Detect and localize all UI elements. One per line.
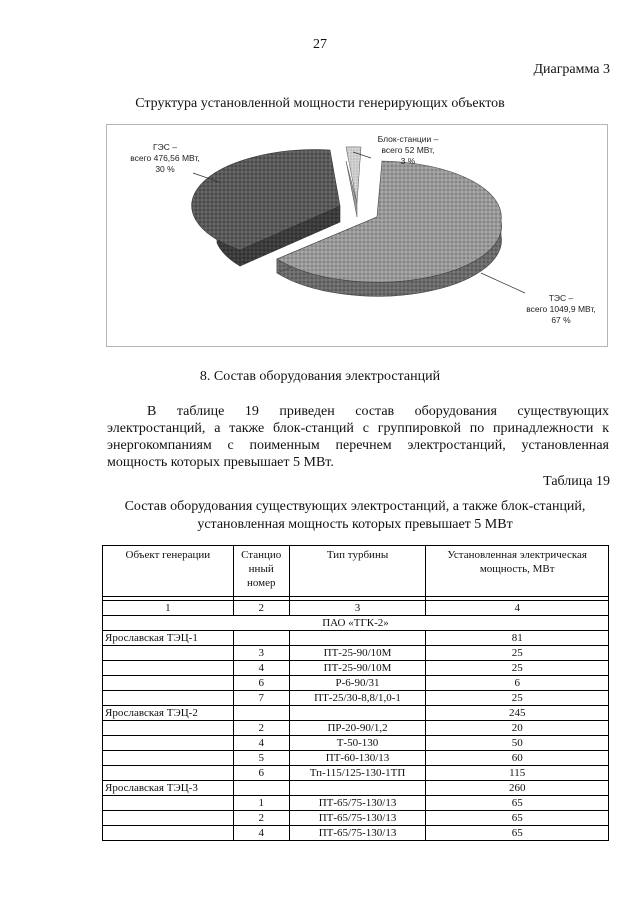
block-label-line-2: всего 52 МВт, — [381, 145, 435, 155]
unit-row — [103, 736, 609, 751]
tes-leader-line — [481, 273, 525, 293]
ges-label-line-1: ГЭС – — [153, 142, 177, 152]
turbine-type: ПТ-25/30-8,8/1,0-1 — [289, 691, 426, 706]
company-name: ПАО «ТГК-2» — [103, 616, 609, 631]
unit-power: 65 — [426, 811, 609, 826]
station-row — [103, 706, 609, 721]
tes-label-line-3: 67 % — [551, 315, 571, 325]
turbine-type: ПТ-25-90/10М — [289, 661, 426, 676]
station-name: Ярославская ТЭЦ-3 — [103, 781, 234, 796]
unit-row — [103, 676, 609, 691]
unit-number: 1 — [233, 796, 289, 811]
header-object: Объект генерации — [103, 546, 234, 597]
paragraph-line-2: электростанций, а также блок-станций с группировкой по принадлежности к — [107, 421, 609, 436]
pie-label-block-stations — [353, 134, 463, 167]
unit-number: 3 — [233, 646, 289, 661]
unit-power: 20 — [426, 721, 609, 736]
header-turbine-type: Тип турбины — [289, 546, 426, 597]
unit-power: 50 — [426, 736, 609, 751]
header-station-number: Станцио нный номер — [233, 546, 289, 597]
block-label-line-1: Блок-станции – — [377, 134, 439, 144]
company-row — [103, 616, 609, 631]
unit-power: 65 — [426, 826, 609, 841]
table-title — [90, 498, 620, 534]
paragraph-line-3: энергокомпаниям с поименным перечнем электростанций, установленная — [107, 438, 609, 453]
tes-label-line-2: всего 1049,9 МВт, — [526, 304, 596, 314]
diagram-label: Диаграмма 3 — [533, 62, 610, 77]
turbine-type: ПР-20-90/1,2 — [289, 721, 426, 736]
tes-label-line-1: ТЭС – — [548, 293, 574, 303]
block-label-line-3: 3 % — [400, 156, 416, 166]
unit-number: 4 — [233, 661, 289, 676]
header-installed-power: Установленная электрическая мощность, МВт — [426, 546, 609, 597]
body-paragraph — [107, 403, 609, 471]
station-name: Ярославская ТЭЦ-2 — [103, 706, 234, 721]
turbine-type: ПТ-65/75-130/13 — [289, 796, 426, 811]
unit-number: 4 — [233, 736, 289, 751]
station-row — [103, 781, 609, 796]
turbine-type: ПТ-65/75-130/13 — [289, 811, 426, 826]
unit-row — [103, 646, 609, 661]
unit-row — [103, 661, 609, 676]
table-header-row — [103, 546, 609, 597]
paragraph-line-1: В таблице 19 приведен состав оборудования существующих — [147, 404, 609, 419]
column-number: 4 — [426, 601, 609, 616]
chart-title: Структура установленной мощности генерирующих объектов — [135, 96, 505, 111]
unit-number: 5 — [233, 751, 289, 766]
table-title-line-1: Состав оборудования существующих электростанций, а также блок-станций, — [124, 499, 586, 514]
column-number: 1 — [103, 601, 234, 616]
table-title-line-2: установленная мощность которых превышает 5 МВт — [197, 517, 513, 532]
unit-row — [103, 721, 609, 736]
unit-number: 7 — [233, 691, 289, 706]
turbine-type: Т-50-130 — [289, 736, 426, 751]
ges-label-line-2: всего 476,56 МВт, — [130, 153, 200, 163]
paragraph-line-4: мощность которых превышает 5 МВт. — [107, 455, 334, 470]
turbine-type: Р-6-90/31 — [289, 676, 426, 691]
pie-label-tes — [513, 293, 609, 326]
turbine-type: Тп-115/125-130-1ТП — [289, 766, 426, 781]
pie-chart — [106, 124, 608, 347]
unit-row — [103, 766, 609, 781]
station-total-power: 81 — [426, 631, 609, 646]
station-total-power: 245 — [426, 706, 609, 721]
unit-row — [103, 811, 609, 826]
station-total-power: 260 — [426, 781, 609, 796]
column-number: 2 — [233, 601, 289, 616]
turbine-type: ПТ-60-130/13 — [289, 751, 426, 766]
unit-power: 115 — [426, 766, 609, 781]
unit-number: 6 — [233, 676, 289, 691]
unit-power: 60 — [426, 751, 609, 766]
unit-row — [103, 826, 609, 841]
unit-power: 25 — [426, 661, 609, 676]
station-row — [103, 631, 609, 646]
column-number: 3 — [289, 601, 426, 616]
unit-power: 65 — [426, 796, 609, 811]
pie-label-ges — [115, 142, 215, 175]
unit-number: 4 — [233, 826, 289, 841]
table-body — [103, 597, 609, 841]
equipment-table — [102, 545, 609, 841]
unit-power: 6 — [426, 676, 609, 691]
page-number: 27 — [313, 37, 327, 52]
unit-power: 25 — [426, 691, 609, 706]
unit-power: 25 — [426, 646, 609, 661]
column-number-row — [103, 601, 609, 616]
station-name: Ярославская ТЭЦ-1 — [103, 631, 234, 646]
unit-number: 2 — [233, 721, 289, 736]
unit-number: 2 — [233, 811, 289, 826]
unit-row — [103, 751, 609, 766]
table-label: Таблица 19 — [543, 474, 610, 489]
turbine-type: ПТ-65/75-130/13 — [289, 826, 426, 841]
unit-row — [103, 691, 609, 706]
turbine-type: ПТ-25-90/10М — [289, 646, 426, 661]
section-title: 8. Состав оборудования электростанций — [199, 369, 441, 384]
unit-row — [103, 796, 609, 811]
ges-label-line-3: 30 % — [155, 164, 175, 174]
unit-number: 6 — [233, 766, 289, 781]
